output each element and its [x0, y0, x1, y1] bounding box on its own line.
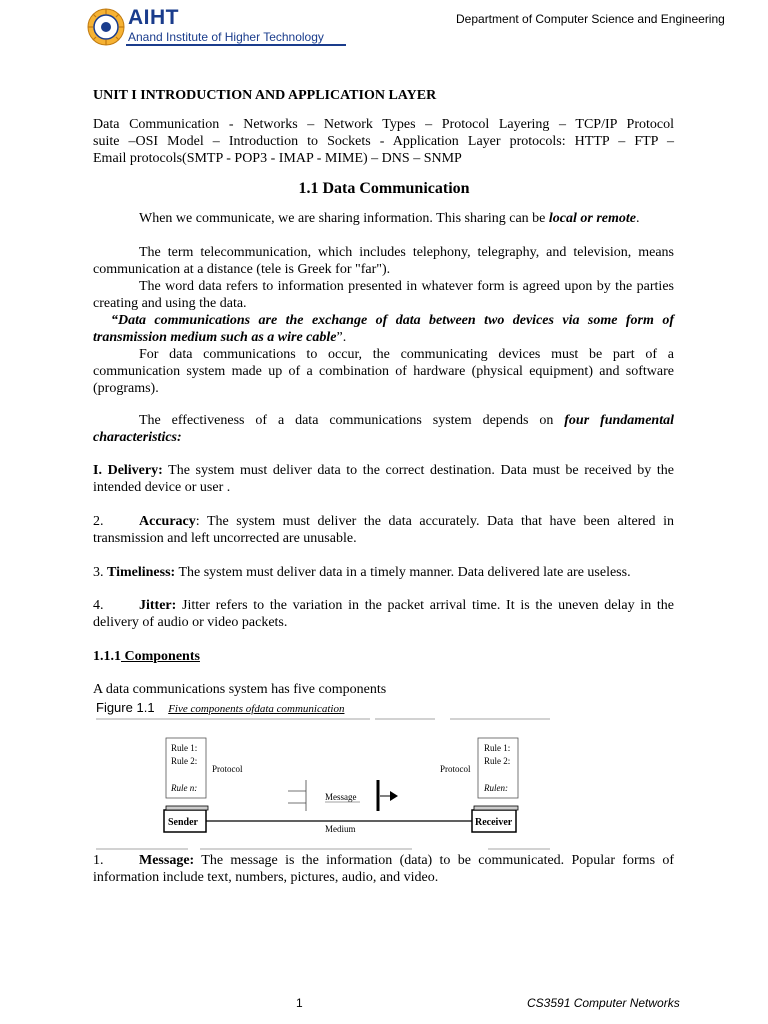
quote-open: “: [111, 313, 118, 328]
component-message: [93, 852, 674, 886]
quote-close: ”.: [336, 330, 347, 345]
subsection-name: Components: [121, 649, 200, 664]
item-text: The message is the information (data) to be communicated. Popular forms of information include text, numbers, pictures, audio, and video.: [93, 853, 674, 885]
right-rule-n: Rulen:: [484, 783, 508, 793]
paragraph-system: [93, 346, 674, 397]
department-name: Department of Computer Science and Engineering: [456, 12, 725, 26]
figure-number: 1.1: [136, 700, 155, 715]
paragraph-end: .: [636, 211, 640, 226]
item-number: I.: [93, 463, 102, 478]
item-label: Jitter:: [139, 598, 177, 613]
item-number: 4.: [93, 598, 104, 613]
paragraph-sharing: [93, 210, 674, 227]
logo-underline: [126, 44, 346, 46]
sender-label: Sender: [168, 817, 198, 828]
characteristic-delivery: [93, 462, 674, 496]
left-rule-1: Rule 1:: [171, 743, 198, 753]
characteristic-accuracy: [93, 513, 674, 547]
item-text: The system must deliver data to the correct destination. Data must be received by the intended device or user .: [93, 463, 675, 495]
course-name: CS3591 Computer Networks: [527, 996, 680, 1010]
figure-components-diagram: [80, 714, 570, 854]
syllabus-line: Email protocols(SMTP - POP3 - IMAP - MIME) – DNS – SNMP: [93, 151, 462, 166]
logo-full-name: Anand Institute of Higher Technology: [128, 30, 324, 44]
item-number: 2.: [93, 514, 104, 529]
paragraph-text: The effectiveness of a data communications system depends on: [139, 413, 565, 428]
syllabus: [93, 116, 674, 167]
figure-label: Figure: [96, 700, 133, 715]
right-protocol-label: Protocol: [440, 764, 471, 774]
characteristic-jitter: [93, 597, 674, 631]
logo-emblem-icon: [86, 7, 126, 47]
paragraph-text: The term telecommunication, which includes telephony, telegraphy, and television, means communication at a distance (tele is Greek for "far").: [93, 245, 674, 277]
left-rule-2: Rule 2:: [171, 756, 198, 766]
right-rule-1: Rule 1:: [484, 743, 511, 753]
syllabus-line: Data Communication - Networks – Network Types – Protocol Layering – TCP/IP Protocol: [93, 117, 674, 132]
right-rule-2: Rule 2:: [484, 756, 511, 766]
item-label: Timeliness:: [107, 565, 176, 580]
subsection-number: 1.1.1: [93, 649, 121, 664]
paragraph-telecommunication: [93, 244, 674, 278]
page-number: 1: [296, 996, 303, 1010]
characteristic-timeliness: [93, 564, 693, 581]
figure-caption: [96, 700, 344, 715]
unit-title: UNIT I INTRODUCTION AND APPLICATION LAYER: [93, 88, 437, 103]
quote-text: Data communications are the exchange of data between two devices via some form of transmission medium such as a wire cable: [93, 313, 674, 345]
paragraph-data: [93, 278, 674, 312]
item-text: : The system must deliver the data accurately. Data that have been altered in transmission and left uncorrected are unusable.: [93, 514, 674, 546]
paragraph-text: For data communications to occur, the communicating devices must be part of a communication system made up of a combination of hardware (physical equipment) and software (programs).: [93, 347, 674, 396]
item-number: 3.: [93, 565, 104, 580]
item-label: Delivery:: [107, 463, 163, 478]
receiver-label: Receiver: [475, 817, 513, 828]
subsection-title: [93, 648, 674, 665]
item-number: 1.: [93, 853, 104, 868]
paragraph-text: The word data refers to information presented in whatever form is agreed upon by the parties creating and using the data.: [93, 279, 674, 311]
item-label: Accuracy: [139, 514, 196, 529]
item-text: The system must deliver data in a timely manner. Data delivered late are useless.: [175, 565, 631, 580]
syllabus-line: suite –OSI Model – Introduction to Sockets - Application Layer protocols: HTTP – FTP –: [93, 134, 674, 149]
emphasis-text: four fundamental characteristics:: [93, 413, 674, 445]
paragraph-text: When we communicate, we are sharing information. This sharing can be: [139, 211, 549, 226]
message-label: Message: [325, 792, 357, 802]
logo-name: AIHT: [128, 6, 179, 29]
figure-title: Five components ofdata communication: [168, 703, 345, 715]
paragraph-effectiveness: [93, 412, 674, 446]
definition-quote: [93, 312, 674, 346]
left-rule-n: Rule n:: [171, 783, 198, 793]
emphasis-text: local or remote: [548, 211, 636, 226]
section-title: 1.1 Data Communication: [298, 180, 470, 197]
medium-label: Medium: [325, 824, 356, 834]
item-text: Jitter refers to the variation in the packet arrival time. It is the uneven delay in the delivery of audio or video packets.: [93, 598, 674, 630]
components-intro: A data communications system has five components: [93, 682, 387, 697]
left-protocol-label: Protocol: [212, 764, 243, 774]
item-label: Message:: [139, 853, 195, 868]
